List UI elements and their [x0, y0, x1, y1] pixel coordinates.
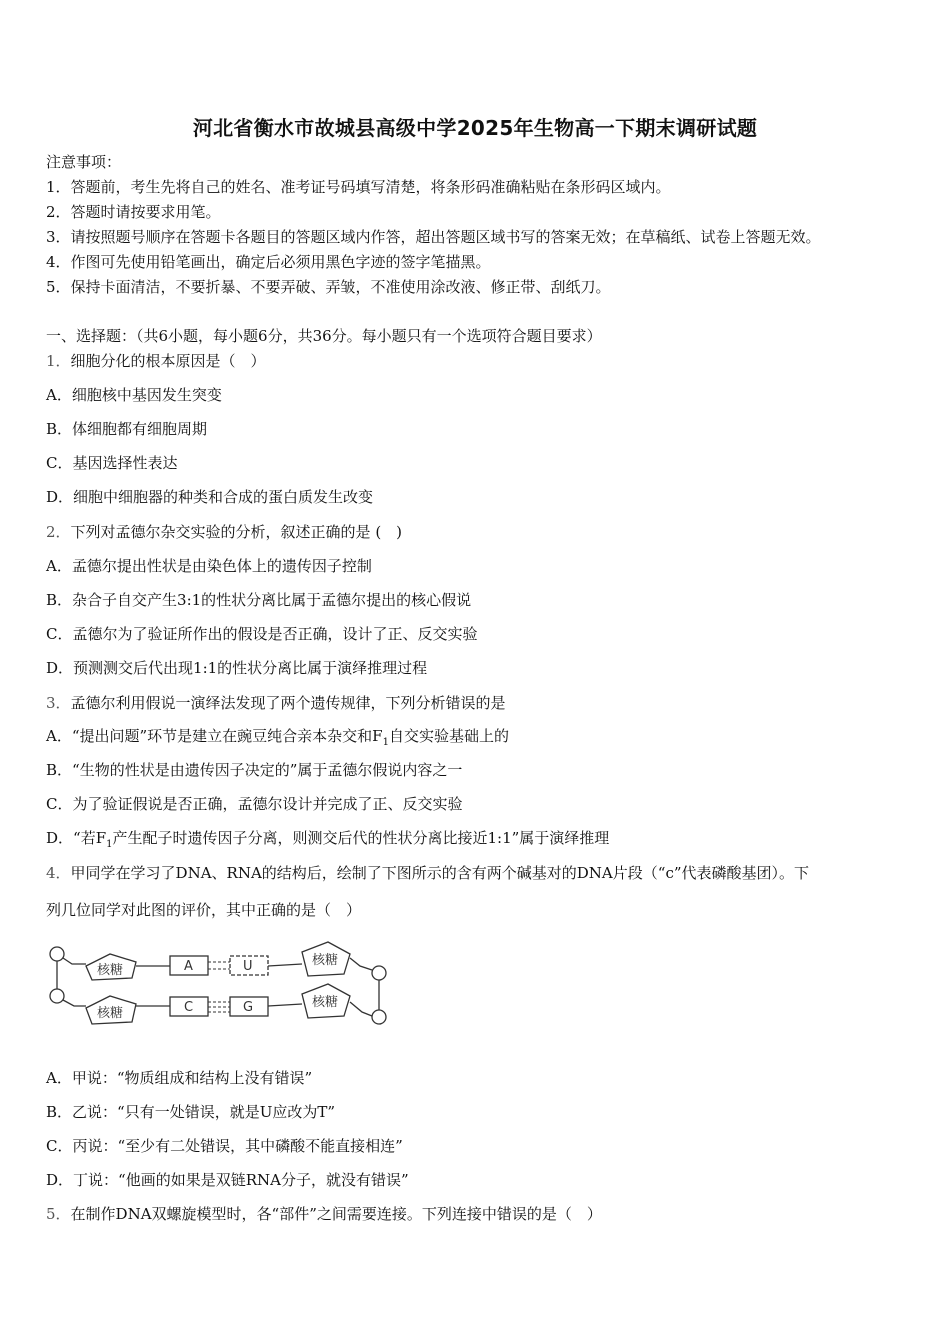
q2-option-d: D．预测测交后代出现1:1的性状分离比属于演绎推理过程: [46, 659, 428, 677]
q4-option-a: A．甲说：“物质组成和结构上没有错误”: [46, 1069, 313, 1087]
sugar-label: 核糖: [312, 995, 339, 1010]
question-number: 2．: [46, 523, 71, 541]
subscript: 1: [382, 737, 389, 748]
sugar-label: 核糖: [97, 1006, 124, 1021]
q1-option-b: B．体细胞都有细胞周期: [46, 420, 208, 438]
question-number: 1．: [46, 352, 71, 370]
page-title: 河北省衡水市故城县高级中学2025年生物高一下期末调研试题: [192, 116, 758, 140]
q3-option-c: C．为了验证假说是否正确，孟德尔设计并完成了正、反交实验: [46, 795, 463, 813]
question-5: [46, 1204, 602, 1224]
sugar-label: 核糖: [312, 953, 339, 968]
q1-option-c: C．基因选择性表达: [46, 454, 178, 472]
base-label: A: [184, 959, 193, 974]
notice-item: 4．作图可先使用铅笔画出，确定后必须用黑色字迹的签字笔描黑。: [46, 253, 491, 271]
phosphate-circle: [372, 966, 386, 980]
option-text: 自交实验基础上的: [388, 727, 509, 745]
question-4-continued: 列几位同学对此图的评价，其中正确的是（ ）: [46, 901, 362, 919]
question-number: 4．: [46, 864, 71, 882]
base-label: U: [243, 959, 253, 974]
question-2: [46, 522, 402, 542]
phosphate-circle: [50, 989, 64, 1003]
q1-option-d: D．细胞中细胞器的种类和合成的蛋白质发生改变: [46, 488, 374, 506]
question-stem: 细胞分化的根本原因是（ ）: [70, 352, 266, 370]
q3-option-d: [46, 828, 609, 855]
subscript: 1: [106, 839, 113, 850]
option-text: A．“提出问题”环节是建立在豌豆纯合亲本杂交和F: [46, 727, 383, 745]
q4-option-b: B．乙说：“只有一处错误，就是U应改为T”: [46, 1103, 336, 1121]
option-text: D．“若F: [46, 829, 107, 847]
section-heading: 一、选择题：（共6小题，每小题6分，共36分。每小题只有一个选项符合题目要求）: [46, 327, 602, 345]
notice-item: 5．保持卡面清洁，不要折暴、不要弄破、弄皱，不准使用涂改液、修正带、刮纸刀。: [46, 278, 611, 296]
notice-item: 1．答题前，考生先将自己的姓名、准考证号码填写清楚，将条形码准确粘贴在条形码区域内。: [46, 178, 671, 196]
option-text: 产生配子时遗传因子分离，则测交后代的性状分离比接近1:1”属于演绎推理: [112, 829, 610, 847]
dna-fragment-diagram: [44, 936, 394, 1028]
notice-item: 3．请按照题号顺序在答题卡各题目的答题区域内作答，超出答题区域书写的答案无效；在草稿纸、试卷上答题无效。: [46, 228, 821, 246]
question-stem: 下列对孟德尔杂交实验的分析，叙述正确的是 ( ): [70, 523, 403, 541]
question-3: [46, 693, 506, 713]
phosphate-circle: [372, 1010, 386, 1024]
question-number: 3．: [46, 694, 71, 712]
question-1: [46, 351, 266, 371]
q2-option-a: A．孟德尔提出性状是由染色体上的遗传因子控制: [46, 557, 372, 575]
question-number: 5．: [46, 1205, 71, 1223]
q3-option-a: [46, 726, 509, 753]
q2-option-b: B．杂合子自交产生3:1的性状分离比属于孟德尔提出的核心假说: [46, 591, 472, 609]
question-stem: 甲同学在学习了DNA、RNA的结构后，绘制了下图所示的含有两个碱基对的DNA片段（“c”代表磷酸基团）。下: [70, 864, 810, 882]
bond-line: [350, 958, 372, 970]
sugar-label: 核糖: [97, 963, 124, 978]
base-label: G: [243, 1000, 254, 1015]
bond-line: [268, 964, 302, 966]
bond-line: [63, 1000, 86, 1006]
question-4: [46, 863, 809, 883]
notice-item: 2．答题时请按要求用笔。: [46, 203, 221, 221]
q1-option-a: A．细胞核中基因发生突变: [46, 386, 222, 404]
q4-option-d: D．丁说：“他画的如果是双链RNA分子，就没有错误”: [46, 1171, 409, 1189]
question-stem: 在制作DNA双螺旋模型时，各“部件”之间需要连接。下列连接中错误的是（ ）: [70, 1205, 602, 1223]
q4-option-c: C．丙说：“至少有二处错误，其中磷酸不能直接相连”: [46, 1137, 403, 1155]
bond-line: [350, 1002, 372, 1016]
question-stem: 孟德尔利用假说一演绎法发现了两个遗传规律，下列分析错误的是: [70, 694, 506, 712]
base-label: C: [184, 1000, 194, 1015]
notice-heading: 注意事项：: [46, 153, 122, 171]
bond-line: [63, 958, 86, 964]
q3-option-b: B．“生物的性状是由遗传因子决定的”属于孟德尔假说内容之一: [46, 761, 463, 779]
phosphate-circle: [50, 947, 64, 961]
q2-option-c: C．孟德尔为了验证所作出的假设是否正确，设计了正、反交实验: [46, 625, 478, 643]
bond-line: [268, 1004, 302, 1006]
